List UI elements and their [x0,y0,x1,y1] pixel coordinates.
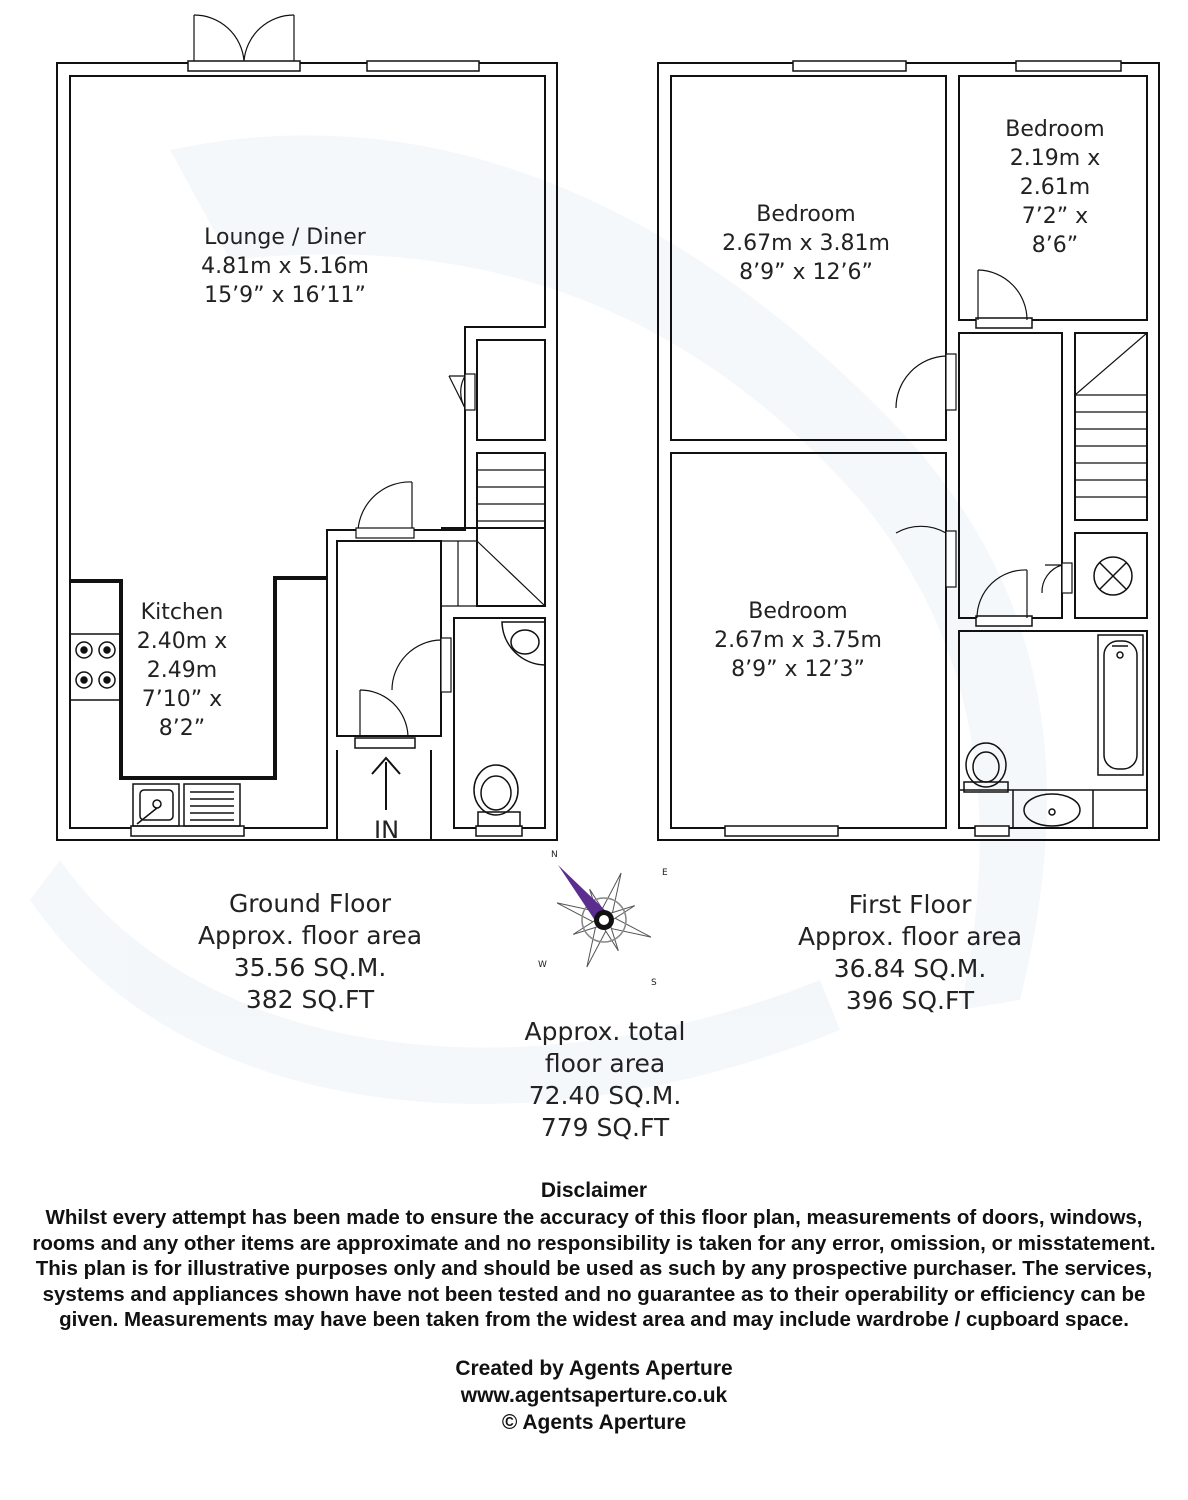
bedroom-2-label [688,597,908,684]
bedroom-1-label [696,200,916,287]
kitchen-label [126,598,238,743]
ground-floor-title: Ground Floor [228,889,392,918]
wc-walls [454,618,545,828]
bedroom-1-name: Bedroom [756,202,856,227]
total-area-line-2: floor area [544,1049,666,1078]
bedroom-3-imperial-2: 8’6” [1031,233,1079,258]
ground-floor-subtitle: Approx. floor area [197,921,423,950]
bedroom-1-imperial: 8’9” x 12’6” [739,260,873,285]
first-floor-title: First Floor [848,890,972,919]
entrance-arrow [372,758,400,810]
lounge-metric: 4.81m x 5.16m [201,254,369,279]
kitchen-sink [133,784,240,826]
lounge-imperial: 15’9” x 16’11” [204,283,366,308]
stair-treads-first [1075,333,1147,497]
compass-rose [555,865,653,969]
wc-fittings [474,622,545,826]
kitchen-metric-1: 2.40m x [136,629,228,654]
total-area-sqm: 72.40 SQ.M. [528,1081,682,1110]
disclaimer-title: Disclaimer [540,1179,648,1202]
kitchen-hob [70,634,121,700]
compass-s: S [651,978,657,988]
bedroom-2-imperial: 8’9” x 12’3” [731,657,865,682]
first-floor-sqft: 396 SQ.FT [845,986,975,1015]
stairs-ground [477,453,545,606]
bedroom-3-metric-2: 2.61m [1019,175,1091,200]
first-floor-subtitle: Approx. floor area [797,922,1023,951]
created-by: Created by Agents Aperture [455,1356,733,1380]
kitchen-imperial-2: 8’2” [158,716,206,741]
compass-n: N [551,850,558,860]
credits [0,1355,1188,1436]
kitchen-name: Kitchen [140,600,224,625]
bedroom-2-name: Bedroom [748,599,848,624]
first-floor-sqm: 36.84 SQ.M. [833,954,987,983]
ground-door-swings [356,374,475,736]
stair-treads [441,470,545,606]
ground-floor-sqm: 35.56 SQ.M. [233,953,387,982]
bedroom-3-metric-1: 2.19m x [1009,146,1101,171]
website-link[interactable]: www.agentsaperture.co.uk [460,1383,728,1407]
compass-e: E [662,868,668,878]
french-doors [194,15,294,61]
compass-w: W [538,960,547,970]
disclaimer-body: Whilst every attempt has been made to ensure the accuracy of this floor plan, measurements of doors, windows, rooms and any other items are approximate and no responsibility is taken for any error, omission, or misstatement. This plan is for illustrative purposes only and should be used as such by any prospective purchaser. The services, systems and appliances shown have not been tested and no guarantee as to their operability or efficiency can be given. Measurements may have been taken from the widest area and may include wardrobe / cupboard space. [32,1206,1156,1331]
kitchen-imperial-1: 7’10” x [141,687,223,712]
first-floor-area [760,889,1060,1017]
bedroom-1-metric: 2.67m x 3.81m [722,231,890,256]
total-area-line-1: Approx. total [524,1017,686,1046]
airing-cupboard [1075,533,1147,618]
copyright: © Agents Aperture [501,1410,687,1434]
ground-floor-area [160,888,460,1016]
stairs-first [1075,333,1147,520]
entrance-label: IN [374,816,400,844]
bedroom-3-imperial-1: 7’2” x [1021,204,1089,229]
total-area-sqft: 779 SQ.FT [540,1113,670,1142]
footer [0,1177,1188,1436]
total-floor-area [455,1016,755,1144]
bedroom-3-name: Bedroom [1005,117,1105,142]
bedroom-3-label [990,115,1120,260]
boiler-symbol [1094,557,1132,595]
lounge-label [175,223,395,310]
bedroom-2-metric: 2.67m x 3.75m [714,628,882,653]
kitchen-metric-2: 2.49m [146,658,218,683]
ground-floor-sqft: 382 SQ.FT [245,985,375,1014]
hall-walls [337,541,441,736]
cupboard [477,340,545,440]
lounge-name: Lounge / Diner [204,225,366,250]
